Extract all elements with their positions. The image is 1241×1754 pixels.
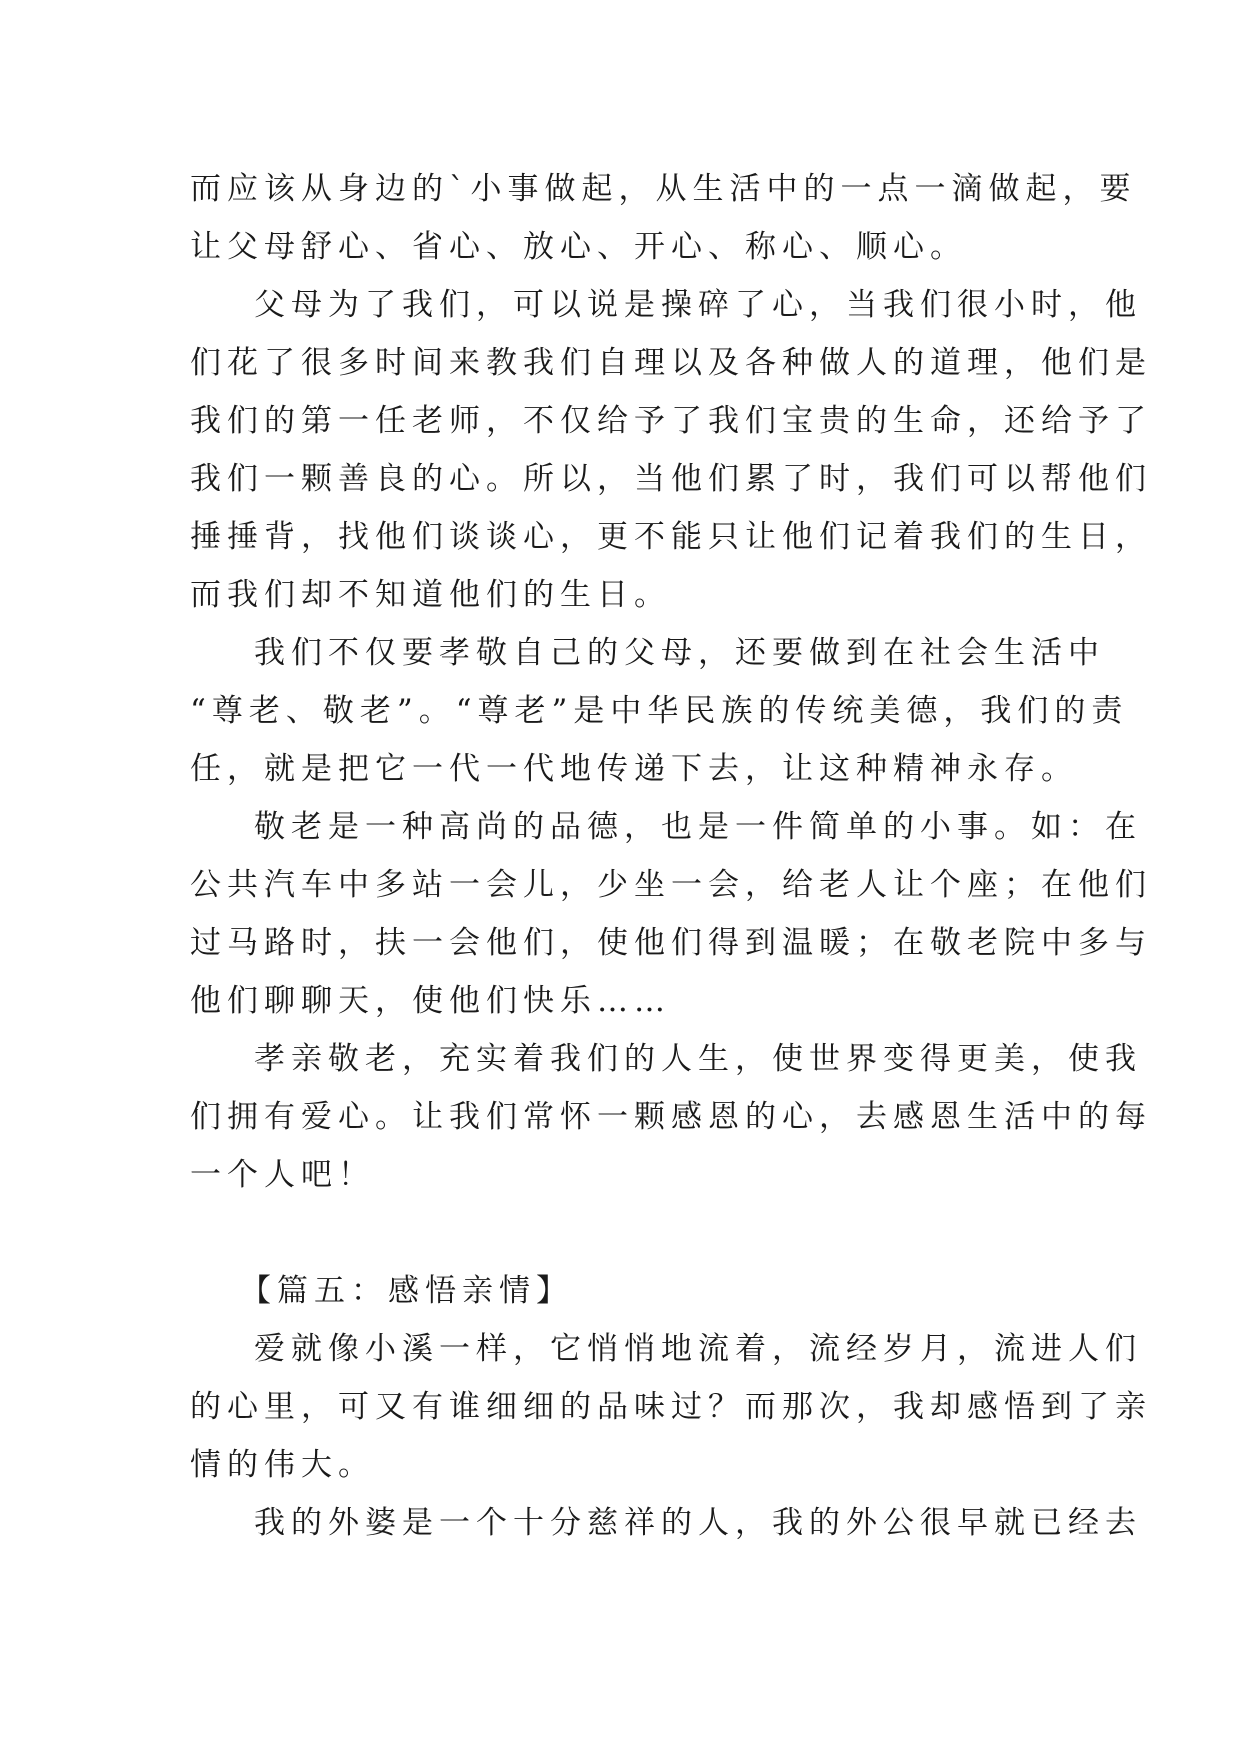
- paragraph-line: 孝亲敬老，充实着我们的人生，使世界变得更美，使我: [254, 1041, 1142, 1077]
- paragraph-line: 我的外婆是一个十分慈祥的人，我的外公很早就已经去: [254, 1505, 1142, 1541]
- paragraph-line: 他们聊聊天，使他们快乐……: [190, 983, 671, 1019]
- paragraph-line: 过马路时，扶一会他们，使他们得到温暖；在敬老院中多与: [190, 925, 1152, 961]
- paragraph-line: 爱就像小溪一样，它悄悄地流着，流经岁月，流进人们: [254, 1331, 1142, 1367]
- paragraph-line: 我们的第一任老师，不仅给予了我们宝贵的生命，还给予了: [190, 403, 1152, 439]
- paragraph-line: 的心里，可又有谁细细的品味过？而那次，我却感悟到了亲: [190, 1389, 1152, 1425]
- paragraph-line: “尊老、敬老”。“尊老”是中华民族的传统美德，我们的责: [190, 693, 1129, 729]
- paragraph-line: 一个人吧！: [190, 1157, 375, 1193]
- paragraph-line: 们拥有爱心。让我们常怀一颗感恩的心，去感恩生活中的每: [190, 1099, 1152, 1135]
- paragraph-line: 敬老是一种高尚的品德，也是一件简单的小事。如：在: [254, 809, 1142, 845]
- paragraph-line: 捶捶背，找他们谈谈心，更不能只让他们记着我们的生日，: [190, 519, 1152, 555]
- section-heading: 【篇五：感悟亲情】: [240, 1273, 573, 1309]
- paragraph-line: 我们不仅要孝敬自己的父母，还要做到在社会生活中: [254, 635, 1105, 671]
- paragraph-line: 而我们却不知道他们的生日。: [190, 577, 671, 613]
- document-body: [190, 160, 1152, 1552]
- paragraph-line: 公共汽车中多站一会儿，少坐一会，给老人让个座；在他们: [190, 867, 1152, 903]
- paragraph-line: 任，就是把它一代一代地传递下去，让这种精神永存。: [190, 751, 1078, 787]
- paragraph-line: 我们一颗善良的心。所以，当他们累了时，我们可以帮他们: [190, 461, 1152, 497]
- paragraph-line: 情的伟大。: [190, 1447, 375, 1483]
- section-gap: [190, 1204, 1070, 1262]
- paragraph-line: 让父母舒心、省心、放心、开心、称心、顺心。: [190, 229, 967, 265]
- paragraph-line: 而应该从身边的`小事做起，从生活中的一点一滴做起，要: [190, 171, 1137, 207]
- paragraph-line: 们花了很多时间来教我们自理以及各种做人的道理，他们是: [190, 345, 1152, 381]
- paragraph-line: 父母为了我们，可以说是操碎了心，当我们很小时，他: [254, 287, 1142, 323]
